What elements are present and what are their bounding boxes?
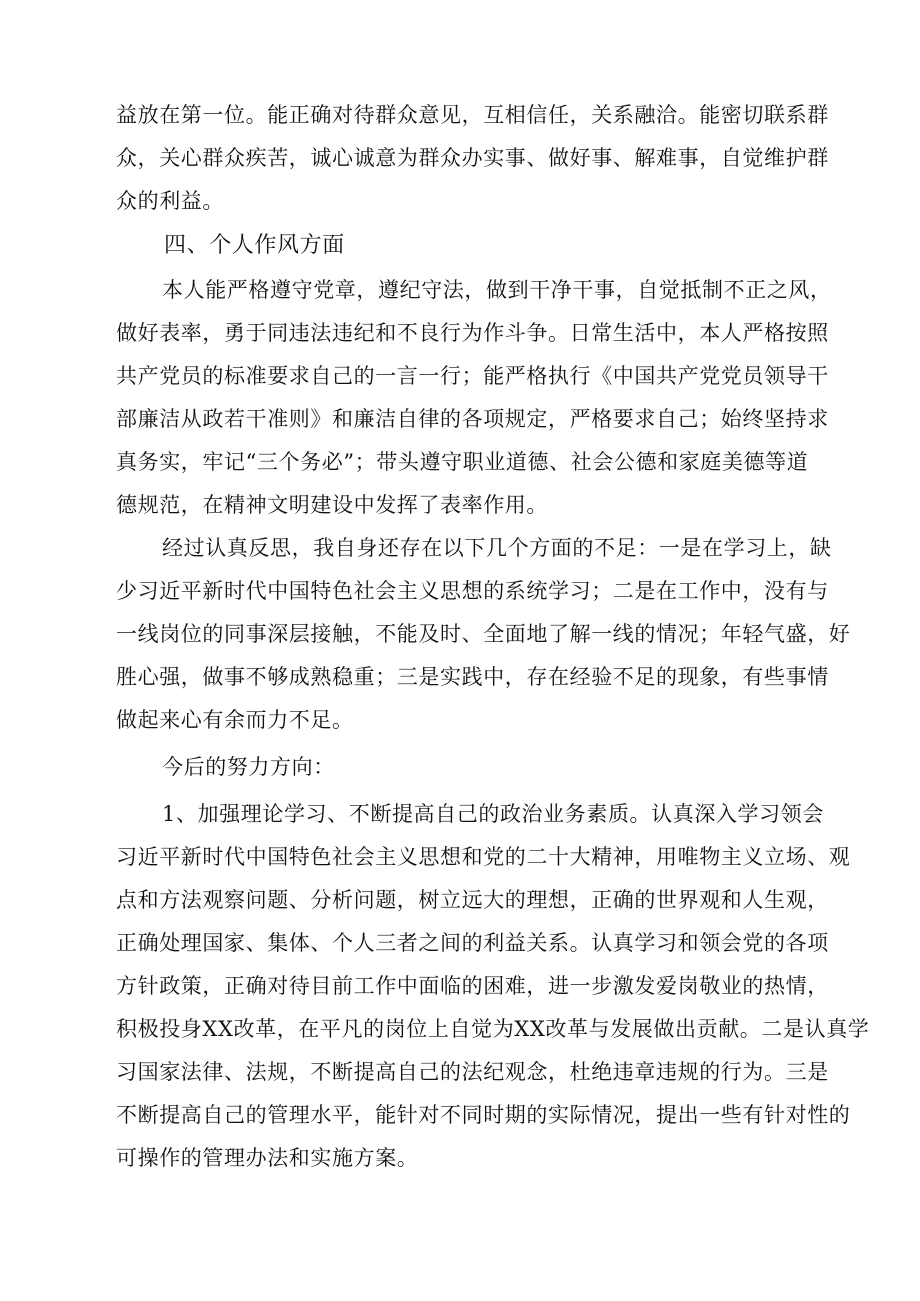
- text-line: 德规范，在精神文明建设中发挥了表率作用。: [116, 493, 548, 517]
- paragraph-intro-continued: [116, 94, 832, 223]
- text-line: 可操作的管理办法和实施方案。: [116, 1146, 419, 1170]
- text-line: 习近平新时代中国特色社会主义思想和党的二十大精神，用唯物主义立场、观: [116, 845, 851, 869]
- text-line: 做起来心有余而力不足。: [116, 708, 354, 732]
- text-line: 共产党员的标准要求自己的一言一行；能严格执行《中国共产党党员领导干: [116, 364, 829, 388]
- text-line: 众，关心群众疾苦，诚心诚意为群众办实事、做好事、解难事，自觉维护群: [116, 146, 829, 170]
- text-line: 真务实，牢记“三个务必”；带头遵守职业道德、社会公德和家庭美德等道: [116, 450, 809, 474]
- text-line: 部廉洁从政若干准则》和廉洁自律的各项规定，严格要求自己；始终坚持求: [116, 407, 829, 431]
- paragraph-item-1: [116, 793, 870, 1180]
- section-heading-personal-style: 四、个人作风方面: [164, 233, 345, 258]
- text-line: 本人能严格遵守党章，遵纪守法，做到干净干事，自觉抵制不正之风，: [162, 278, 832, 302]
- text-line: 胜心强，做事不够成熟稳重；三是实践中，存在经验不足的现象，有些事情: [116, 665, 829, 689]
- text-line: 今后的努力方向：: [162, 755, 335, 779]
- text-line: 一线岗位的同事深层接触，不能及时、全面地了解一线的情况；年轻气盛，好: [116, 622, 851, 646]
- text-line: 积极投身XX改革，在平凡的岗位上自觉为XX改革与发展做出贡献。二是认真学: [116, 1017, 870, 1041]
- text-line: 众的利益。: [116, 189, 224, 213]
- text-line: 习国家法律、法规，不断提高自己的法纪观念，杜绝违章违规的行为。三是: [116, 1060, 829, 1084]
- text-line: 不断提高自己的管理水平，能针对不同时期的实际情况，提出一些有针对性的: [116, 1103, 851, 1127]
- text-line: 正确处理国家、集体、个人三者之间的利益关系。认真学习和领会党的各项: [116, 931, 829, 955]
- paragraph-direction-title: [116, 746, 832, 789]
- text-line: 方针政策，正确对待目前工作中面临的困难，进一步激发爱岗敬业的热情，: [116, 974, 829, 998]
- text-line: 做好表率，勇于同违法违纪和不良行为作斗争。日常生活中，本人严格按照: [116, 321, 829, 345]
- text-line: 益放在第一位。能正确对待群众意见，互相信任，关系融洽。能密切联系群: [116, 103, 829, 127]
- text-line: 少习近平新时代中国特色社会主义思想的系统学习；二是在工作中，没有与: [116, 579, 829, 603]
- text-line: 经过认真反思，我自身还存在以下几个方面的不足：一是在学习上，缺: [162, 536, 832, 560]
- paragraph-personal-style: [116, 269, 832, 527]
- text-line: 点和方法观察问题、分析问题，树立远大的理想，正确的世界观和人生观，: [116, 888, 829, 912]
- paragraph-shortcomings: [116, 527, 851, 742]
- text-line: 1、加强理论学习、不断提高自己的政治业务素质。认真深入学习领会: [162, 802, 824, 826]
